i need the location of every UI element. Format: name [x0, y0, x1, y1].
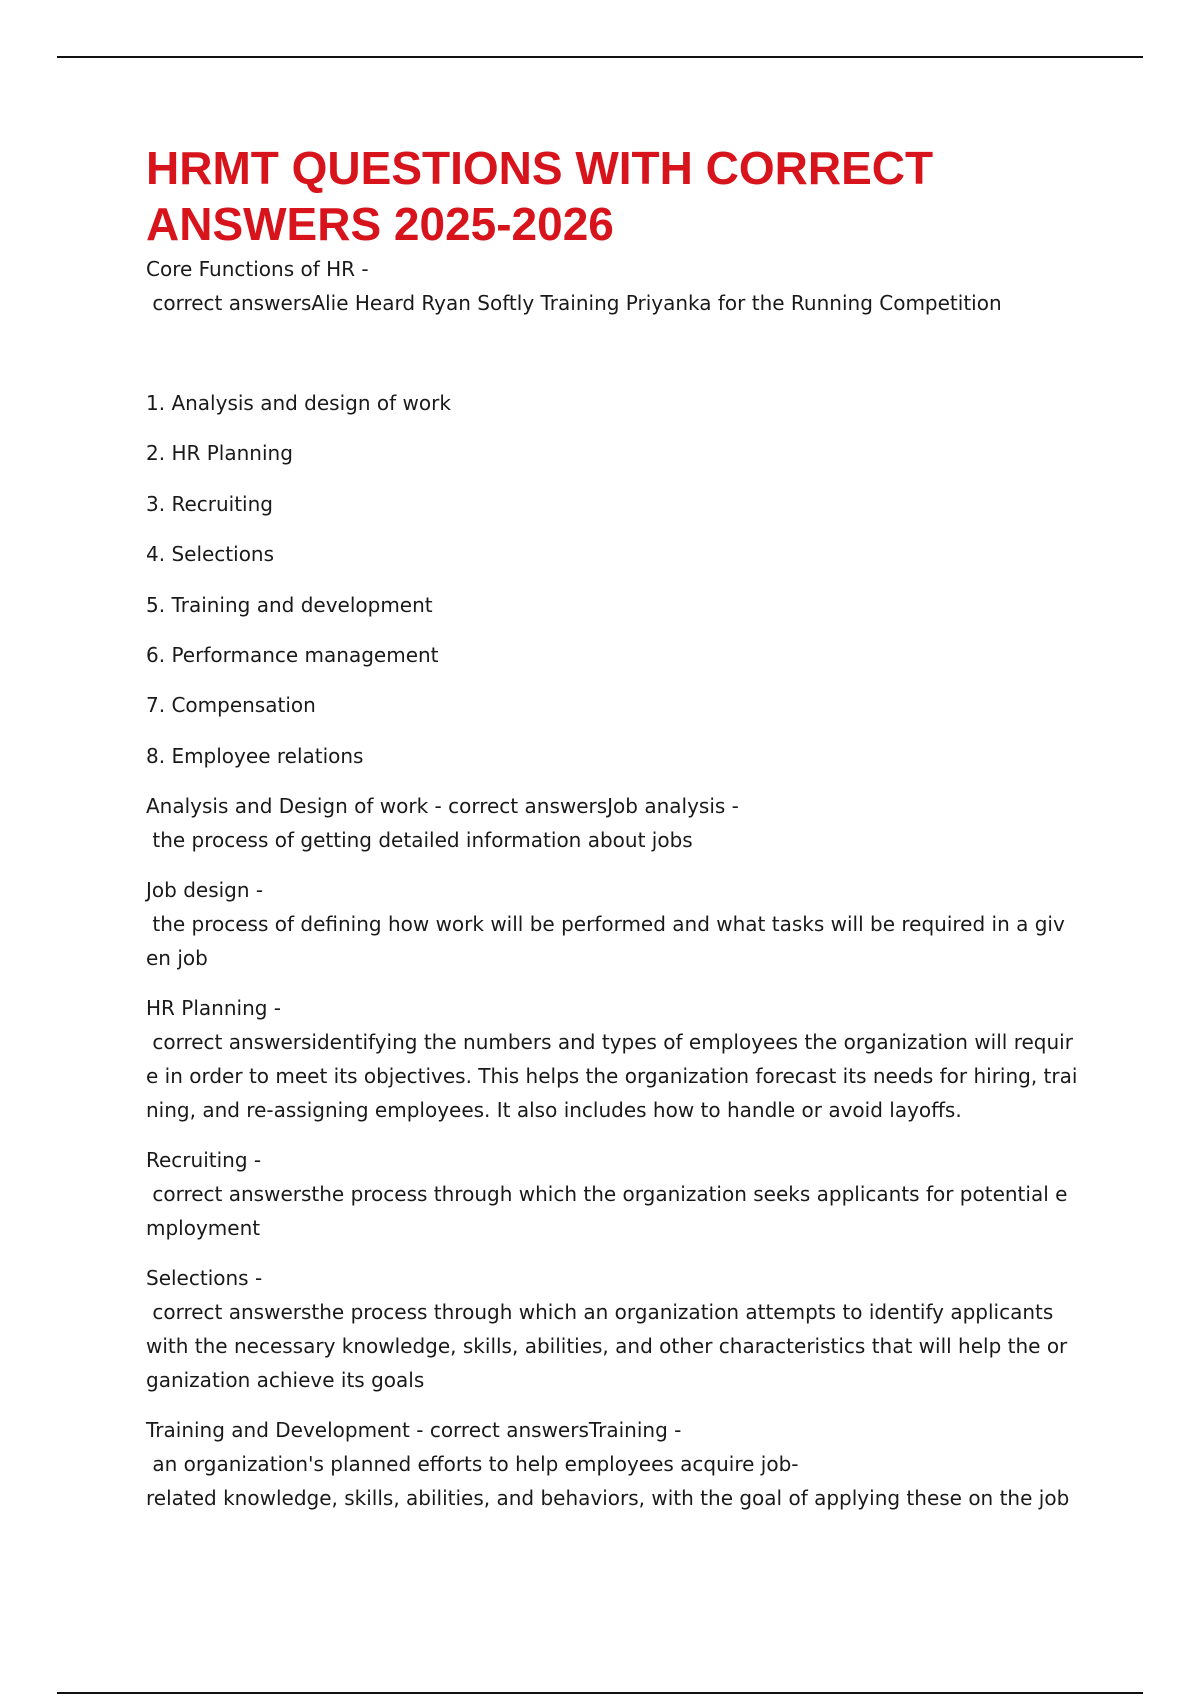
entry-selections — [146, 1261, 1066, 1397]
entry-line: Selections - — [146, 1266, 263, 1291]
entry-line: Analysis and Design of work - correct answersJob analysis - — [146, 794, 739, 819]
entry-line: en job — [146, 946, 208, 971]
entry-job-design — [146, 873, 1066, 975]
entry-line: correct answersthe process through which an organization attempts to identify applicants — [146, 1300, 1054, 1325]
entry-line: with the necessary knowledge, skills, abilities, and other characteristics that will help the or — [146, 1334, 1068, 1359]
intro-question: Core Functions of HR - — [146, 257, 369, 281]
entry-line: ning, and re-assigning employees. It also includes how to handle or avoid layoffs. — [146, 1098, 962, 1123]
list-item: 2. HR Planning — [146, 441, 293, 466]
entry-line: mployment — [146, 1216, 261, 1241]
intro-answer: correct answersAlie Heard Ryan Softly Training Priyanka for the Running Competition — [146, 291, 1002, 315]
entry-line: related knowledge, skills, abilities, and behaviors, with the goal of applying these on the job — [146, 1486, 1070, 1511]
entry-line: the process of getting detailed information about jobs — [146, 828, 693, 853]
intro-block — [146, 252, 1066, 320]
document-title — [146, 140, 1066, 252]
core-functions-list — [146, 386, 1066, 773]
top-divider — [57, 56, 1143, 58]
entry-line: the process of defining how work will be performed and what tasks will be required in a giv — [146, 912, 1065, 937]
title-line-2: ANSWERS 2025-2026 — [146, 198, 614, 250]
entry-recruiting — [146, 1143, 1066, 1245]
list-item: 7. Compensation — [146, 693, 316, 718]
entry-line: Recruiting - — [146, 1148, 262, 1173]
list-item: 4. Selections — [146, 542, 275, 567]
list-item: 5. Training and development — [146, 592, 433, 617]
list-item: 3. Recruiting — [146, 491, 273, 516]
entry-training-development — [146, 1413, 1070, 1515]
spacer — [146, 320, 1066, 386]
list-item: 1. Analysis and design of work — [146, 391, 451, 415]
entry-analysis-design — [146, 789, 1066, 857]
bottom-divider — [57, 1692, 1143, 1694]
title-line-1: HRMT QUESTIONS WITH CORRECT — [146, 142, 934, 194]
entry-line: correct answersidentifying the numbers and types of employees the organization will requir — [146, 1030, 1073, 1055]
entry-line: correct answersthe process through which the organization seeks applicants for potential e — [146, 1182, 1068, 1207]
document-body — [146, 140, 1078, 1531]
entry-line: e in order to meet its objectives. This helps the organization forecast its needs for hiring, trai — [146, 1064, 1078, 1089]
entry-hr-planning — [146, 991, 1078, 1127]
entry-line: Training and Development - correct answersTraining - — [146, 1418, 682, 1443]
entry-line: Job design - — [146, 878, 264, 903]
entry-line: HR Planning - — [146, 996, 282, 1021]
list-item: 6. Performance management — [146, 642, 439, 667]
entry-line: ganization achieve its goals — [146, 1368, 425, 1393]
list-item: 8. Employee relations — [146, 743, 364, 768]
entry-line: an organization's planned efforts to help employees acquire job- — [146, 1452, 799, 1477]
